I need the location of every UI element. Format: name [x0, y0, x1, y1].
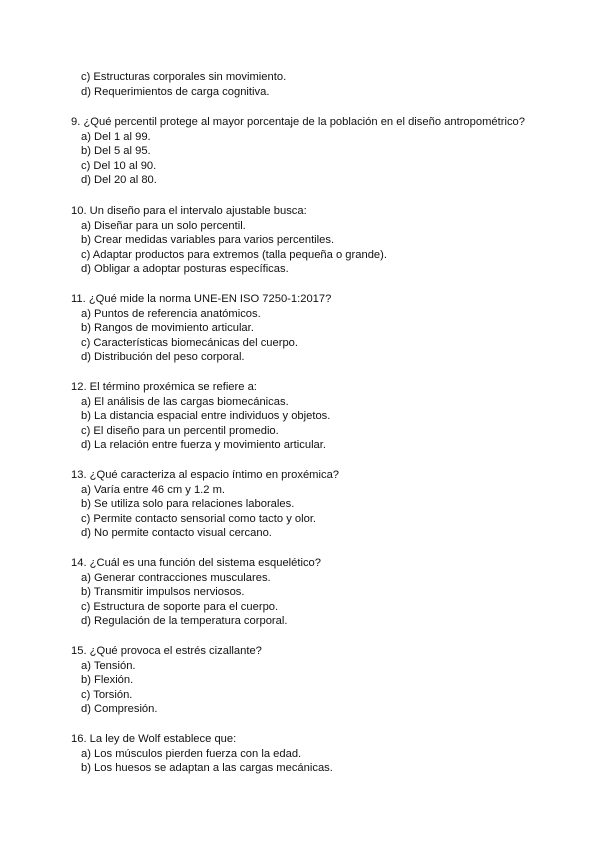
- question-16-title: 16. La ley de Wolf establece que:: [71, 733, 237, 745]
- option-13a: a) Varía entre 46 cm y 1.2 m.: [81, 483, 226, 496]
- question-16: [71, 732, 571, 776]
- question-10-title: 10. Un diseño para el intervalo ajustable busca:: [71, 205, 307, 217]
- question-10: [71, 204, 571, 277]
- option-15c: c) Torsión.: [81, 688, 133, 701]
- option-11a: a) Puntos de referencia anatómicos.: [81, 307, 261, 320]
- option-11b: b) Rangos de movimiento articular.: [81, 322, 254, 335]
- option-12b: b) La distancia espacial entre individuos y objetos.: [81, 410, 331, 423]
- option-15a: a) Tensión.: [81, 659, 136, 672]
- question-13-title: 13. ¿Qué caracteriza al espacio íntimo en proxémica?: [71, 469, 340, 481]
- option-10b: b) Crear medidas variables para varios percentiles.: [81, 234, 335, 247]
- option-13b: b) Se utiliza solo para relaciones laborales.: [81, 498, 295, 511]
- option-12c: c) El diseño para un percentil promedio.: [81, 424, 279, 437]
- option-10c: c) Adaptar productos para extremos (talla pequeña o grande).: [81, 248, 387, 261]
- option-14a: a) Generar contracciones musculares.: [81, 571, 271, 584]
- question-11: [71, 292, 571, 365]
- option-9c: c) Del 10 al 90.: [81, 159, 157, 172]
- option-15b: b) Flexión.: [81, 674, 134, 687]
- option-13c: c) Permite contacto sensorial como tacto y olor.: [81, 512, 317, 525]
- option-11d: d) Distribución del peso corporal.: [81, 351, 245, 364]
- option-16a: a) Los músculos pierden fuerza con la edad.: [81, 747, 302, 760]
- question-12: [71, 380, 571, 453]
- option-12d: d) La relación entre fuerza y movimiento articular.: [81, 439, 326, 452]
- option-14c: c) Estructura de soporte para el cuerpo.: [81, 600, 279, 613]
- question-14: [71, 556, 571, 629]
- option-8c: c) Estructuras corporales sin movimiento.: [81, 71, 287, 83]
- question-15: [71, 644, 571, 717]
- option-11c: c) Características biomecánicas del cuerpo.: [81, 336, 299, 349]
- question-9: [71, 115, 571, 188]
- option-12a: a) El análisis de las cargas biomecánicas.: [81, 395, 289, 408]
- option-14d: d) Regulación de la temperatura corporal.: [81, 615, 288, 628]
- option-14b: b) Transmitir impulsos nerviosos.: [81, 586, 245, 599]
- option-10d: d) Obligar a adoptar posturas específicas.: [81, 263, 289, 276]
- option-9b: b) Del 5 al 95.: [81, 145, 151, 158]
- option-10a: a) Diseñar para un solo percentil.: [81, 219, 246, 232]
- option-9a: a) Del 1 al 99.: [81, 130, 151, 143]
- option-9d: d) Del 20 al 80.: [81, 174, 157, 187]
- option-16b: b) Los huesos se adaptan a las cargas mecánicas.: [81, 762, 333, 775]
- question-8-continuation: [71, 70, 571, 99]
- question-12-title: 12. El término proxémica se refiere a:: [71, 381, 257, 393]
- question-15-title: 15. ¿Qué provoca el estrés cizallante?: [71, 645, 262, 657]
- question-14-title: 14. ¿Cuál es una función del sistema esquelético?: [71, 557, 322, 569]
- question-11-title: 11. ¿Qué mide la norma UNE-EN ISO 7250-1:2017?: [71, 293, 332, 305]
- question-13: [71, 468, 571, 541]
- option-15d: d) Compresión.: [81, 703, 158, 716]
- option-8d: d) Requerimientos de carga cognitiva.: [81, 85, 270, 98]
- option-13d: d) No permite contacto visual cercano.: [81, 527, 272, 540]
- question-9-title: 9. ¿Qué percentil protege al mayor porcentaje de la población en el diseño antropométrico?: [71, 116, 525, 128]
